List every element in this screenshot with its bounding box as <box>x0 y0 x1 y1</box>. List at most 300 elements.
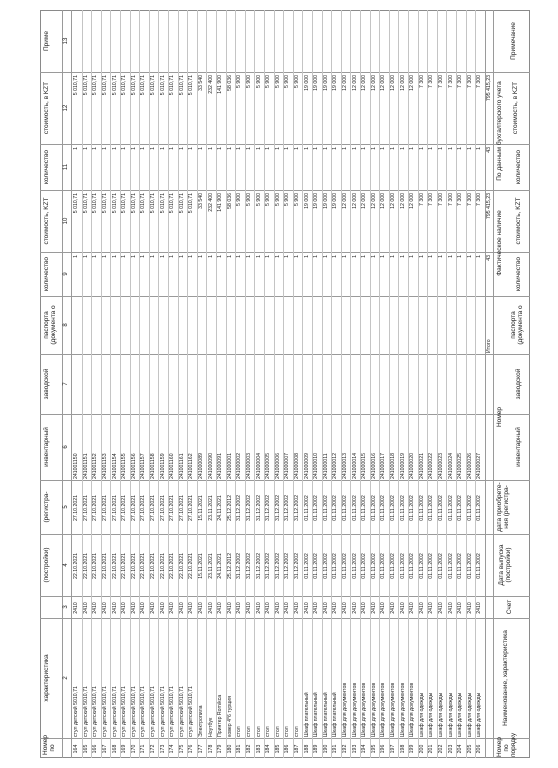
table-cell-book-quantity: 1 <box>438 147 444 150</box>
table-cell-book-quantity: 1 <box>399 147 406 150</box>
table-cell-quantity: 1 <box>150 255 156 258</box>
table-cell-cost: 7 300 <box>418 193 425 206</box>
table-cell-quantity: 1 <box>294 255 300 258</box>
table-cell-account: 2410 <box>150 602 156 614</box>
table-cell-inventory-number: 241000001 <box>226 453 233 479</box>
table-cell-inventory-number: 241001155 <box>121 453 128 479</box>
table-cell-book-quantity: 1 <box>342 147 348 150</box>
table-cell-quantity: 1 <box>351 255 358 258</box>
table-cell-account: 2410 <box>255 602 262 614</box>
table-cell-quantity: 1 <box>361 255 368 258</box>
table-cell-release-date: 01.11.2002 <box>409 553 416 579</box>
table-cell-cost: 5 900 <box>246 193 252 206</box>
table-cell-book-cost: 7 300 <box>447 75 454 88</box>
table-cell-book-quantity: 1 <box>178 147 185 150</box>
table-cell-account: 2410 <box>322 602 329 614</box>
book-quantity-header-top: количество <box>43 149 50 185</box>
table-cell-quantity: 1 <box>428 255 435 258</box>
book-group-header: По данным бухгалтерского учета <box>496 81 503 181</box>
table-cell-row-number: 205 <box>466 744 473 754</box>
table-cell-cost: 12 000 <box>370 193 377 209</box>
table-cell-release-date: 31.12.2002 <box>284 553 291 579</box>
row-divider <box>312 10 313 758</box>
table-cell-cost: 19 000 <box>322 193 329 209</box>
table-cell-row-number: 203 <box>447 744 454 754</box>
table-cell-inventory-number: 241000014 <box>351 453 358 479</box>
table-cell-book-cost: 5 010,71 <box>178 75 185 96</box>
col-number-11: 11 <box>63 163 69 171</box>
table-cell-account: 2410 <box>236 602 243 614</box>
note-header-top: Приме <box>43 31 50 52</box>
table-cell-cost: 12 000 <box>361 193 368 209</box>
table-cell-book-quantity: 1 <box>322 147 329 150</box>
table-cell-row-number: 186 <box>284 744 291 754</box>
table-cell-book-cost: 12 000 <box>380 75 387 91</box>
table-cell-release-date: 22.10.2021 <box>140 553 147 579</box>
bottom-header-divider <box>493 10 494 758</box>
table-cell-cost: 5 010,71 <box>130 193 137 214</box>
table-cell-cost: 141 900 <box>217 193 224 212</box>
table-cell-account: 2410 <box>111 602 118 614</box>
row-divider <box>370 10 371 758</box>
table-cell-book-cost: 5 010,71 <box>121 75 128 96</box>
col-number-3: 3 <box>63 605 69 609</box>
table-cell-receipt-date: 24.11.2021 <box>217 495 224 521</box>
table-cell-row-number: 164 <box>73 744 80 754</box>
table-cell-book-cost: 12 000 <box>390 75 396 91</box>
table-cell-row-number: 183 <box>255 744 262 754</box>
table-cell-book-cost: 5 010,71 <box>130 75 137 96</box>
table-cell-account: 2410 <box>428 602 435 614</box>
book-quantity-header: количество <box>515 149 522 185</box>
table-cell-receipt-date: 23.11.2021 <box>207 495 214 521</box>
table-cell-quantity: 1 <box>111 255 118 258</box>
table-cell-cost: 12 000 <box>351 193 358 209</box>
totals-divider <box>485 10 486 758</box>
table-cell-cost: 5 900 <box>265 193 272 206</box>
table-cell-cost: 7 300 <box>438 193 444 206</box>
table-cell-account: 2410 <box>169 602 176 614</box>
table-cell-quantity: 1 <box>399 255 406 258</box>
table-cell-quantity: 1 <box>342 255 348 258</box>
table-cell-book-cost: 5 900 <box>274 75 281 88</box>
table-cell-cost: 5 900 <box>294 193 300 206</box>
table-cell-quantity: 1 <box>409 255 416 258</box>
table-cell-book-cost: 7 300 <box>428 75 435 88</box>
table-cell-receipt-date: 31.12.2002 <box>265 495 272 521</box>
table-cell-cost: 5 900 <box>255 193 262 206</box>
inventory-header: инвентарный <box>515 427 522 467</box>
table-cell-account: 2410 <box>198 602 204 614</box>
table-cell-item-name: стул детский 5010,71 <box>188 686 195 737</box>
table-cell-inventory-number: 241001151 <box>82 453 89 479</box>
table-cell-row-number: 172 <box>150 744 156 754</box>
row-divider <box>158 10 159 758</box>
table-cell-inventory-number: 241000025 <box>457 453 464 479</box>
table-cell-cost: 19 000 <box>313 193 320 209</box>
table-cell-book-cost: 19 000 <box>322 75 329 91</box>
table-cell-item-name: стул детский 5010,71 <box>140 686 147 737</box>
table-cell-cost: 33 540 <box>198 193 204 209</box>
table-cell-cost: 58 036 <box>226 193 233 209</box>
table-cell-row-number: 185 <box>274 744 281 754</box>
table-cell-inventory-number: 241001159 <box>159 453 166 479</box>
table-cell-book-quantity: 1 <box>246 147 252 150</box>
table-cell-quantity: 1 <box>198 255 204 258</box>
table-cell-account: 2410 <box>370 602 377 614</box>
table-cell-row-number: 200 <box>418 744 425 754</box>
table-cell-inventory-number: 241000026 <box>466 453 473 479</box>
table-cell-book-cost: 5 010,71 <box>82 75 89 96</box>
table-cell-quantity: 1 <box>236 255 243 258</box>
table-cell-item-name: стул детский 5010,71 <box>82 686 89 737</box>
table-cell-item-name: Шкаф для документов <box>409 682 416 737</box>
table-cell-quantity: 1 <box>178 255 185 258</box>
table-cell-item-name: стул детский 5010,71 <box>178 686 185 737</box>
table-cell-book-quantity: 1 <box>140 147 147 150</box>
table-cell-item-name: шкаф для одежды <box>428 692 435 737</box>
book-cost-header: стоимость, в KZT <box>512 81 519 135</box>
table-cell-release-date: 22.10.2021 <box>82 553 89 579</box>
table-cell-item-name: стол <box>236 726 243 737</box>
table-cell-quantity: 1 <box>274 255 281 258</box>
table-cell-release-date: 22.10.2021 <box>130 553 137 579</box>
table-cell-book-quantity: 1 <box>313 147 320 150</box>
row-divider <box>456 10 457 758</box>
totals-quantity: 43 <box>486 255 492 261</box>
table-cell-receipt-date: 27.10.2021 <box>102 495 108 521</box>
row-divider <box>475 10 476 758</box>
table-cell-receipt-date: 01.11.2002 <box>332 495 339 521</box>
table-cell-book-quantity: 1 <box>428 147 435 150</box>
table-cell-account: 2410 <box>390 602 396 614</box>
inventory-table <box>40 10 530 758</box>
table-cell-row-number: 196 <box>380 744 387 754</box>
table-cell-release-date: 01.11.2002 <box>313 553 320 579</box>
table-cell-quantity: 1 <box>169 255 176 258</box>
table-cell-quantity: 1 <box>92 255 99 258</box>
row-divider <box>216 10 217 758</box>
table-cell-release-date: 25.12.2012 <box>226 553 233 579</box>
release-date-header: Дата выпуска (постройки) <box>498 544 512 586</box>
table-cell-cost: 5 010,71 <box>102 193 108 214</box>
table-cell-book-quantity: 1 <box>82 147 89 150</box>
row-divider <box>101 10 102 758</box>
row-divider <box>283 10 284 758</box>
col-number-12: 12 <box>63 104 69 112</box>
table-cell-release-date: 01.11.2002 <box>447 553 454 579</box>
table-cell-book-quantity: 1 <box>303 147 310 150</box>
table-cell-inventory-number: 241000004 <box>255 453 262 479</box>
row-divider <box>91 10 92 758</box>
table-cell-row-number: 179 <box>217 744 224 754</box>
table-cell-book-cost: 5 010,71 <box>140 75 147 96</box>
row-divider <box>398 10 399 758</box>
table-cell-receipt-date: 27.10.2021 <box>178 495 185 521</box>
table-cell-book-cost: 19 000 <box>313 75 320 91</box>
table-cell-release-date: 01.11.2002 <box>428 553 435 579</box>
row-divider <box>437 10 438 758</box>
table-cell-item-name: Шкаф для документов <box>380 682 387 737</box>
table-cell-quantity: 1 <box>102 255 108 258</box>
table-cell-book-cost: 5 900 <box>265 75 272 88</box>
table-cell-quantity: 1 <box>73 255 80 258</box>
table-cell-release-date: 01.11.2002 <box>342 553 348 579</box>
table-cell-receipt-date: 01.11.2002 <box>370 495 377 521</box>
table-cell-inventory-number: 241000009 <box>303 453 310 479</box>
table-cell-cost: 5 010,71 <box>111 193 118 214</box>
table-cell-inventory-number: 241001162 <box>188 453 195 479</box>
table-cell-release-date: 01.11.2002 <box>380 553 387 579</box>
table-cell-item-name: шкаф для одежды <box>476 692 483 737</box>
table-cell-account: 2410 <box>73 602 80 614</box>
totals-book-quantity: 43 <box>486 147 492 153</box>
table-cell-quantity: 1 <box>226 255 233 258</box>
row-divider <box>331 10 332 758</box>
table-cell-receipt-date: 27.10.2021 <box>150 495 156 521</box>
table-cell-item-name: шкаф для одежды <box>438 692 444 737</box>
table-cell-account: 2410 <box>351 602 358 614</box>
table-cell-cost: 5 010,71 <box>82 193 89 214</box>
col-number-6: 6 <box>63 445 69 449</box>
table-cell-inventory-number: 241000015 <box>361 453 368 479</box>
totals-cost: 795 415,23 <box>486 193 492 219</box>
table-cell-book-cost: 5 900 <box>246 75 252 88</box>
table-cell-book-quantity: 1 <box>351 147 358 150</box>
col-number-13: 13 <box>63 37 69 45</box>
table-cell-account: 2410 <box>102 602 108 614</box>
row-divider <box>379 10 380 758</box>
table-cell-inventory-number: 241001156 <box>130 453 137 479</box>
table-cell-quantity: 1 <box>313 255 320 258</box>
table-cell-book-cost: 12 000 <box>342 75 348 91</box>
table-cell-release-date: 22.10.2021 <box>111 553 118 579</box>
table-cell-row-number: 170 <box>130 744 137 754</box>
table-cell-book-cost: 5 010,71 <box>188 75 195 96</box>
table-cell-release-date: 01.11.2002 <box>303 553 310 579</box>
table-cell-account: 2410 <box>342 602 348 614</box>
table-cell-book-quantity: 1 <box>418 147 425 150</box>
table-cell-book-quantity: 1 <box>255 147 262 150</box>
table-cell-row-number: 204 <box>457 744 464 754</box>
table-cell-release-date: 31.12.2002 <box>236 553 243 579</box>
table-cell-account: 2410 <box>140 602 147 614</box>
row-divider <box>139 10 140 758</box>
row-divider <box>418 10 419 758</box>
table-cell-item-name: стол <box>246 726 252 737</box>
row-divider <box>360 10 361 758</box>
table-cell-item-name: стул детский 5010,71 <box>111 686 118 737</box>
table-cell-quantity: 1 <box>188 255 195 258</box>
table-cell-receipt-date: 01.11.2002 <box>457 495 464 521</box>
table-cell-book-cost: 5 010,71 <box>169 75 176 96</box>
table-cell-item-name: шкаф для одежды <box>418 692 425 737</box>
table-cell-account: 2410 <box>294 602 300 614</box>
table-cell-cost: 5 010,71 <box>73 193 80 214</box>
table-cell-row-number: 181 <box>236 744 243 754</box>
table-cell-book-quantity: 1 <box>361 147 368 150</box>
table-cell-item-name: стул детский 5010,71 <box>169 686 176 737</box>
table-cell-book-cost: 5 900 <box>294 75 300 88</box>
table-cell-inventory-number: 241001157 <box>140 453 147 479</box>
row-divider <box>110 10 111 758</box>
table-cell-item-name: стол <box>284 726 291 737</box>
table-cell-quantity: 1 <box>284 255 291 258</box>
table-cell-inventory-number: 241000012 <box>332 453 339 479</box>
table-cell-book-quantity: 1 <box>390 147 396 150</box>
table-cell-item-name: стул детский 5010,71 <box>159 686 166 737</box>
table-cell-account: 2410 <box>188 602 195 614</box>
table-cell-quantity: 1 <box>255 255 262 258</box>
table-cell-book-cost: 5 900 <box>236 75 243 88</box>
table-cell-row-number: 192 <box>342 744 348 754</box>
table-cell-cost: 12 000 <box>380 193 387 209</box>
table-cell-row-number: 168 <box>111 744 118 754</box>
table-cell-account: 2410 <box>399 602 406 614</box>
table-cell-book-cost: 19 000 <box>332 75 339 91</box>
table-cell-book-quantity: 1 <box>226 147 233 150</box>
table-cell-cost: 7 300 <box>457 193 464 206</box>
table-cell-quantity: 1 <box>370 255 377 258</box>
table-cell-release-date: 01.11.2002 <box>332 553 339 579</box>
table-cell-row-number: 178 <box>207 744 214 754</box>
release-date-header-top: (постройки) <box>43 547 50 583</box>
row-divider <box>187 10 188 758</box>
table-cell-inventory-number: 241000003 <box>246 453 252 479</box>
passport-header: паспорта (документа о <box>510 305 524 345</box>
table-cell-item-name: стул детский 5010,71 <box>150 686 156 737</box>
table-cell-book-quantity: 1 <box>370 147 377 150</box>
table-cell-release-date: 23.11.2021 <box>207 553 214 579</box>
table-cell-book-quantity: 1 <box>409 147 416 150</box>
table-cell-cost: 232 400 <box>207 193 214 212</box>
table-cell-book-cost: 12 000 <box>399 75 406 91</box>
table-cell-receipt-date: 31.12.2002 <box>255 495 262 521</box>
table-cell-account: 2410 <box>313 602 320 614</box>
passport-header-top: паспорта (документа о <box>43 305 57 345</box>
header-divider-2 <box>71 10 72 758</box>
table-cell-book-cost: 7 300 <box>418 75 425 88</box>
table-cell-book-quantity: 1 <box>274 147 281 150</box>
table-cell-book-quantity: 1 <box>265 147 272 150</box>
table-cell-receipt-date: 01.11.2002 <box>361 495 368 521</box>
table-cell-receipt-date: 27.10.2021 <box>159 495 166 521</box>
row-divider <box>245 10 246 758</box>
table-cell-book-quantity: 1 <box>457 147 464 150</box>
table-cell-account: 2410 <box>246 602 252 614</box>
table-cell-item-name: Шкаф плательный <box>332 692 339 737</box>
row-divider <box>168 10 169 758</box>
table-cell-quantity: 1 <box>130 255 137 258</box>
table-cell-quantity: 1 <box>207 255 214 258</box>
table-cell-cost: 5 010,71 <box>150 193 156 214</box>
table-cell-book-quantity: 1 <box>130 147 137 150</box>
table-cell-book-quantity: 1 <box>188 147 195 150</box>
table-cell-item-name: стул детский 5010,71 <box>121 686 128 737</box>
row-divider <box>322 10 323 758</box>
table-cell-book-cost: 7 300 <box>466 75 473 88</box>
table-cell-receipt-date: 27.10.2021 <box>188 495 195 521</box>
col-number-5: 5 <box>63 505 69 509</box>
table-cell-receipt-date: 01.11.2002 <box>438 495 444 521</box>
table-cell-row-number: 175 <box>178 744 185 754</box>
table-cell-release-date: 22.10.2021 <box>150 553 156 579</box>
table-cell-inventory-number: 241000008 <box>294 453 300 479</box>
table-cell-receipt-date: 27.10.2021 <box>92 495 99 521</box>
table-cell-item-name: стол <box>294 726 300 737</box>
table-cell-item-name: стул детский 5010,71 <box>73 686 80 737</box>
table-cell-quantity: 1 <box>303 255 310 258</box>
table-cell-cost: 12 000 <box>342 193 348 209</box>
table-cell-row-number: 193 <box>351 744 358 754</box>
col-number-2: 2 <box>63 676 69 680</box>
table-cell-receipt-date: 01.11.2002 <box>447 495 454 521</box>
table-cell-row-number: 187 <box>294 744 300 754</box>
row-divider <box>264 10 265 758</box>
table-cell-receipt-date: 01.11.2002 <box>303 495 310 521</box>
table-cell-row-number: 194 <box>361 744 368 754</box>
table-cell-row-number: 184 <box>265 744 272 754</box>
name-header: Наименование, характеристика <box>502 630 509 726</box>
table-cell-quantity: 1 <box>380 255 387 258</box>
table-cell-receipt-date: 27.10.2021 <box>169 495 176 521</box>
cost-header: стоимость, KZT <box>515 197 522 245</box>
table-cell-item-name: шкаф для одежды <box>447 692 454 737</box>
table-cell-book-cost: 141 900 <box>217 75 224 94</box>
receipt-date-header: дата приобрете-ния (регистра- <box>496 482 510 532</box>
table-cell-row-number: 182 <box>246 744 252 754</box>
table-cell-receipt-date: 27.10.2021 <box>73 495 80 521</box>
table-cell-cost: 7 300 <box>447 193 454 206</box>
table-cell-item-name: Шкаф для документов <box>342 682 348 737</box>
table-cell-inventory-number: 241001154 <box>111 453 118 479</box>
table-cell-receipt-date: 31.12.2002 <box>236 495 243 521</box>
table-cell-row-number: 199 <box>409 744 416 754</box>
table-cell-row-number: 191 <box>332 744 339 754</box>
row-divider <box>446 10 447 758</box>
table-cell-release-date: 22.10.2021 <box>121 553 128 579</box>
row-divider <box>466 10 467 758</box>
table-cell-release-date: 22.10.2021 <box>73 553 80 579</box>
quantity-header: количество <box>515 256 522 292</box>
table-cell-account: 2410 <box>332 602 339 614</box>
table-cell-inventory-number: 241000017 <box>380 453 387 479</box>
table-cell-release-date: 01.11.2002 <box>438 553 444 579</box>
table-cell-inventory-number: 241000013 <box>342 453 348 479</box>
table-cell-inventory-number: 241001153 <box>102 453 108 479</box>
table-cell-book-cost: 7 300 <box>476 75 483 88</box>
table-cell-book-cost: 12 000 <box>361 75 368 91</box>
table-cell-cost: 5 010,71 <box>169 193 176 214</box>
row-divider <box>82 10 83 758</box>
table-cell-row-number: 167 <box>102 744 108 754</box>
table-cell-book-quantity: 1 <box>150 147 156 150</box>
row-divider <box>197 10 198 758</box>
table-cell-receipt-date: 01.11.2002 <box>351 495 358 521</box>
table-cell-release-date: 24.11.2021 <box>217 553 224 579</box>
table-cell-receipt-date: 31.12.2002 <box>246 495 252 521</box>
table-cell-account: 2410 <box>457 602 464 614</box>
table-cell-quantity: 1 <box>322 255 329 258</box>
table-cell-inventory-number: 241000020 <box>409 453 416 479</box>
table-cell-row-number: 198 <box>399 744 406 754</box>
table-cell-item-name: ковер 4*6 турция <box>226 696 233 737</box>
table-cell-quantity: 1 <box>246 255 252 258</box>
table-cell-release-date: 31.12.2002 <box>246 553 252 579</box>
table-cell-item-name: Шкаф плательный <box>322 692 329 737</box>
table-cell-book-quantity: 1 <box>217 147 224 150</box>
table-cell-release-date: 22.10.2021 <box>92 553 99 579</box>
